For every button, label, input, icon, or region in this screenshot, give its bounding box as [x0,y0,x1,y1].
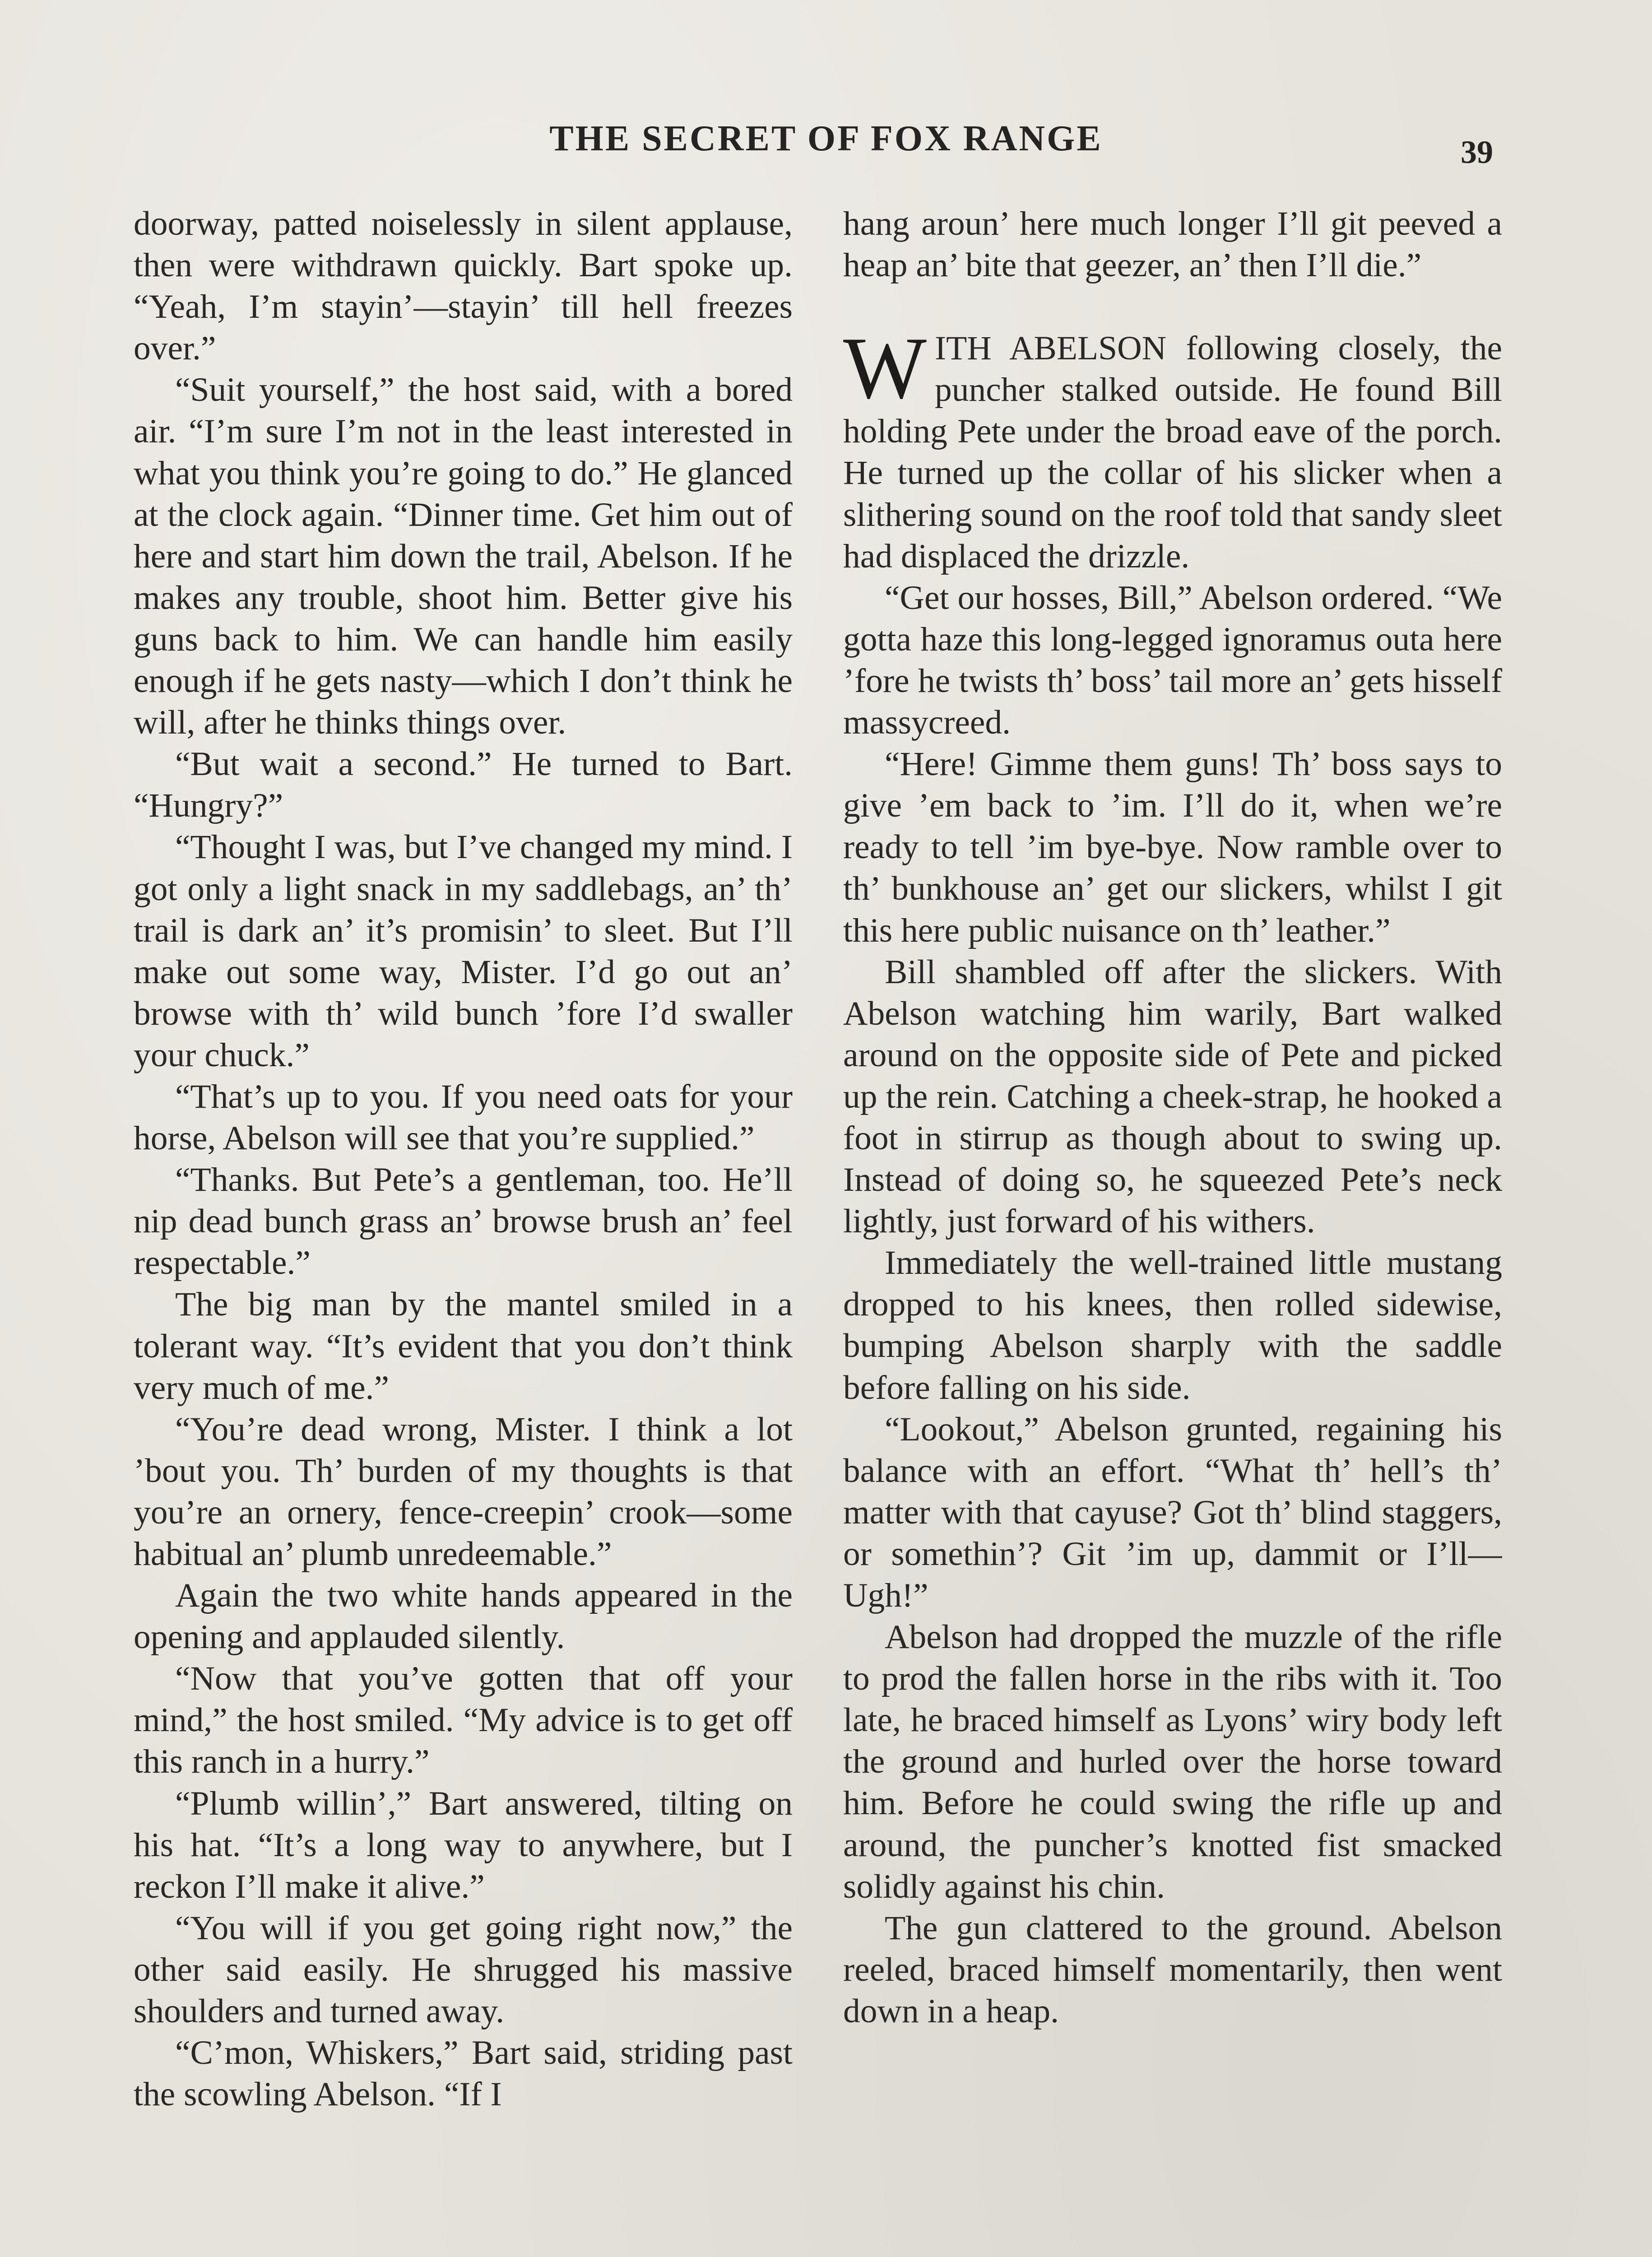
paragraph: “You will if you get going right now,” the other said easily. He shrugged his massive shoulders and turned away. [134,1909,793,2030]
paragraph: The gun clattered to the ground. Abelson reeled, braced himself momentarily, then went down in a heap. [843,1909,1502,2030]
paragraph: hang aroun’ here much longer I’ll git peeved a heap an’ bite that geezer, an’ then I’ll die.” [843,205,1502,284]
paragraph: “But wait a second.” He turned to Bart. “Hungry?” [134,745,793,825]
paragraph: “C’mon, Whiskers,” Bart said, striding past the scowling Abelson. “If I [134,2034,793,2113]
paragraph: Again the two white hands appeared in the opening and applauded silently. [134,1577,793,1656]
paragraph: “Here! Gimme them guns! Th’ boss says to give ’em back to ’im. I’ll do it, when we’re ready to tell ’im bye-bye. Now ramble over to th’ bunkhouse an’ get our slickers, whilst I git this here public nuisance on th’ leather.” [843,745,1502,949]
paragraph: “Get our hosses, Bill,” Abelson ordered. “We gotta haze this long-legged ignoramus outa here ’fore he twists th’ boss’ tail more an’ gets hisself massycreed. [843,579,1502,742]
paragraph: Abelson had dropped the muzzle of the rifle to prod the fallen horse in the ribs with it. Too late, he braced himself as Lyons’ wiry body left the ground and hurled over the horse toward him. Before he could swing the rifle up and around, the puncher’s knotted fist smacked solidly against his chin. [843,1618,1502,1905]
paragraph: The big man by the mantel smiled in a tolerant way. “It’s evident that you don’t think very much of me.” [134,1286,793,1407]
paragraph: doorway, patted noiselessly in silent applause, then were withdrawn quickly. Bart spoke up. “Yeah, I’m stayin’—stayin’ till hell freezes over.” [134,205,793,367]
section-opening-text: ITH ABELSON following closely, the puncher stalked outside. He found Bill holding Pete under the broad eave of the porch. He turned up the collar of his slicker when a slithering sound on the roof told that sandy sleet had displaced the drizzle. [843,330,1502,575]
paragraph: “Lookout,” Abelson grunted, regaining his balance with an effort. “What th’ hell’s th’ matter with that cayuse? Got th’ blind staggers, or somethin’? Git ’im up, dammit or I’ll—Ugh!” [843,1410,1502,1614]
section-opening [843,319,1502,577]
paragraph: Immediately the well-trained little mustang dropped to his knees, then rolled sidewise, bumping Abelson sharply with the saddle before falling on his side. [843,1244,1502,1407]
running-head-title: THE SECRET OF FOX RANGE [549,119,1103,158]
left-column [134,203,793,2257]
paragraph: “Plumb willin’,” Bart answered, tilting on his hat. “It’s a long way to anywhere, but I reckon I’ll make it alive.” [134,1784,793,1905]
drop-cap: W [843,319,927,418]
paragraph: “Thanks. But Pete’s a gentleman, too. He’ll nip dead bunch grass an’ browse brush an’ feel respectable.” [134,1161,793,1282]
paragraph: “Thought I was, but I’ve changed my mind. I got only a light snack in my saddlebags, an’ th’ trail is dark an’ it’s promisin’ to sleet. But I’ll make out some way, Mister. I’d go out an’ browse with th’ wild bunch ’fore I’d swaller your chuck.” [134,828,793,1074]
right-column [843,203,1502,2257]
paragraph: “Suit yourself,” the host said, with a bored air. “I’m sure I’m not in the least interested in what you think you’re going to do.” He glanced at the clock again. “Dinner time. Get him out of here and start him down the trail, Abelson. If he makes any trouble, shoot him. Better give his guns back to him. We can handle him easily enough if he gets nasty—which I don’t think he will, after he thinks things over. [134,371,793,742]
paragraph: “That’s up to you. If you need oats for your horse, Abelson will see that you’re supplied.” [134,1077,793,1157]
paragraph: “You’re dead wrong, Mister. I think a lot ’bout you. Th’ burden of my thoughts is that you’re an ornery, fence-creepin’ crook—some habitual an’ plumb unredeemable.” [134,1410,793,1573]
paragraph: Bill shambled off after the slickers. With Abelson watching him warily, Bart walked around on the opposite side of Pete and picked up the rein. Catching a cheek-strap, he hooked a foot in stirrup as though about to swing up. Instead of doing so, he squeezed Pete’s neck lightly, just forward of his withers. [843,953,1502,1240]
page-number: 39 [1461,134,1493,170]
paragraph: “Now that you’ve gotten that off your mind,” the host smiled. “My advice is to get off this ranch in a hurry.” [134,1660,793,1781]
